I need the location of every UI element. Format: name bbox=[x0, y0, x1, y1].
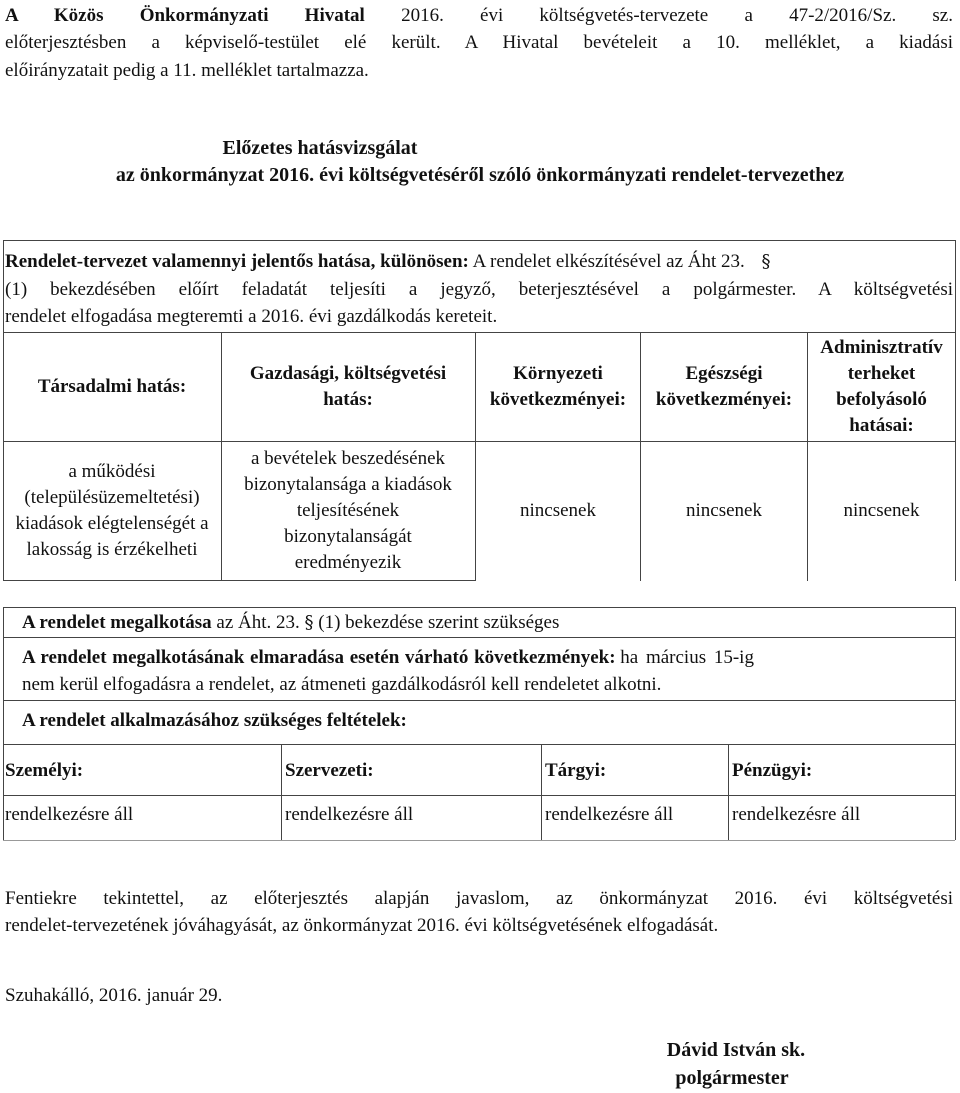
effects-value-social: a működési (településüzemeltetési) kiadások elégtelenségét a lakosság is érzékelheti bbox=[15, 461, 209, 560]
impact-line-3: rendelet elfogadása megteremti a 2016. évi gazdálkodás kereteit. bbox=[5, 306, 498, 327]
section-sign: § bbox=[761, 251, 771, 272]
impact-text: A rendelet elkészítésével az Áht 23. bbox=[472, 251, 745, 272]
conditions-col-1 bbox=[281, 744, 282, 840]
impact-label: Rendelet-tervezet valamennyi jelentős hatása, különösen: bbox=[5, 251, 469, 272]
creation-section-sign: § bbox=[304, 612, 314, 633]
conditions-col-4 bbox=[955, 744, 956, 840]
proposal-line-1: Fentiekre tekintettel, az előterjesztés alapján javaslom, az önkormányzat 2016. évi költségvetési bbox=[5, 888, 953, 909]
conditions-mid bbox=[3, 795, 955, 796]
effects-header-health: Egészségi következményei: bbox=[655, 363, 793, 410]
effects-value-admin: nincsenek bbox=[843, 500, 920, 521]
effects-value-health: nincsenek bbox=[686, 500, 762, 521]
omission-text-1: ha március 15-ig bbox=[620, 647, 754, 668]
conditions-value-organizational: rendelkezésre áll bbox=[285, 804, 414, 825]
proposal-line-2: rendelet-tervezetének jóváhagyását, az önkormányzat 2016. évi költségvetésének elfogadását. bbox=[5, 915, 719, 936]
intro-line-3: előirányzatait pedig a 11. melléklet tartalmazza. bbox=[5, 60, 369, 81]
intro-line-2: előterjesztésben a képviselő-testület elé került. A Hivatal bevételeit a 10. melléklet, a kiadási bbox=[5, 32, 953, 53]
impact-box-left bbox=[3, 240, 4, 332]
conditions-header-financial: Pénzügyi: bbox=[732, 760, 813, 781]
creation-box-right bbox=[955, 607, 956, 744]
creation-text-b: (1) bekezdése szerint szükséges bbox=[318, 612, 560, 633]
omission-line-1 bbox=[22, 645, 954, 671]
intro-line-1 bbox=[5, 3, 953, 29]
effects-header-economic: Gazdasági, költségvetési hatás: bbox=[249, 363, 447, 410]
effects-header-environment: Környezeti következményei: bbox=[489, 363, 627, 410]
conditions-header-material: Tárgyi: bbox=[545, 760, 607, 781]
impact-box-right bbox=[955, 240, 956, 332]
signature-name: Dávid István sk. bbox=[666, 1039, 806, 1061]
effects-col-5 bbox=[955, 332, 956, 581]
effects-value-economic: a bevételek beszedésének bizonytalansága a kiadások teljesítésének bizonytalanságát eredményezik bbox=[244, 448, 452, 573]
conditions-col-2 bbox=[541, 744, 542, 840]
creation-box-top bbox=[3, 607, 955, 608]
effects-table-bottom bbox=[3, 580, 475, 581]
conditions-bottom bbox=[3, 840, 955, 841]
conditions-value-financial: rendelkezésre áll bbox=[732, 804, 861, 825]
impact-line-2: (1) bekezdésében előírt feladatát teljesíti a jegyző, beterjesztésével a polgármester. A költségvetési bbox=[5, 279, 953, 300]
creation-box-left bbox=[3, 607, 4, 744]
office-name: A Közös Önkormányzati Hivatal bbox=[5, 5, 365, 26]
intro-text: 2016. évi költségvetés-tervezete a 47-2/2016/Sz. sz. bbox=[401, 5, 953, 26]
creation-line bbox=[22, 610, 559, 636]
conditions-value-material: rendelkezésre áll bbox=[545, 804, 674, 825]
conditions-col-0 bbox=[3, 744, 4, 840]
signature-title: polgármester bbox=[675, 1067, 789, 1089]
impact-box-top bbox=[3, 240, 955, 241]
conditions-header-organizational: Szervezeti: bbox=[285, 760, 374, 781]
conditions-top bbox=[3, 744, 955, 745]
conditions-col-3 bbox=[728, 744, 729, 840]
effects-header-social: Társadalmi hatás: bbox=[37, 376, 187, 397]
heading-subtitle: az önkormányzat 2016. évi költségvetéséről szóló önkormányzati rendelet-tervezethez bbox=[115, 164, 845, 186]
conditions-label: A rendelet alkalmazásához szükséges feltételek: bbox=[22, 710, 407, 731]
effects-value-environment: nincsenek bbox=[520, 500, 596, 521]
date-line: Szuhakálló, 2016. január 29. bbox=[5, 985, 223, 1006]
effects-header-admin: Adminisztratív terheket befolyásoló hatásai: bbox=[820, 337, 943, 436]
impact-line-1 bbox=[5, 249, 953, 275]
creation-box-bottom bbox=[3, 637, 955, 638]
omission-line-2: nem kerül elfogadásra a rendelet, az átmeneti gazdálkodásról kell rendeletet alkotni. bbox=[22, 674, 662, 695]
creation-text-a: az Áht. 23. bbox=[216, 612, 300, 633]
omission-label: A rendelet megalkotásának elmaradása esetén várható következmények: bbox=[22, 647, 616, 668]
conditions-header-personal: Személyi: bbox=[5, 760, 84, 781]
creation-label: A rendelet megalkotása bbox=[22, 612, 212, 633]
conditions-value-personal: rendelkezésre áll bbox=[5, 804, 134, 825]
omission-divider bbox=[3, 700, 955, 701]
heading-title: Előzetes hatásvizsgálat bbox=[222, 137, 418, 159]
